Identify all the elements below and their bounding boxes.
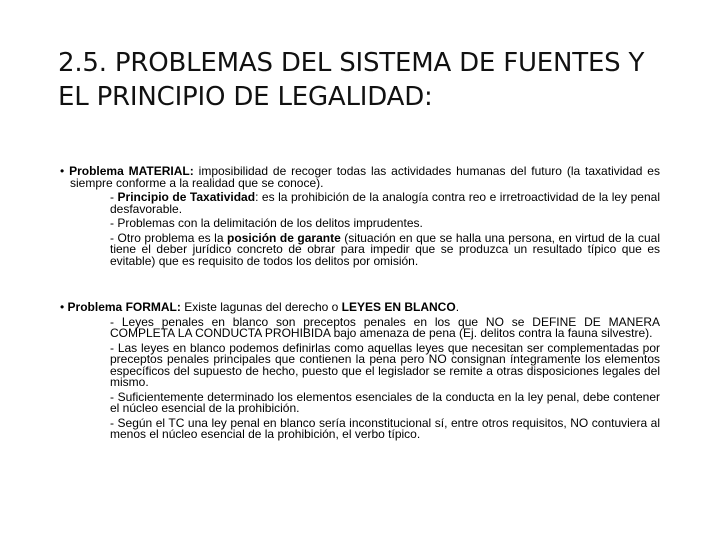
slide-title	[58, 46, 678, 114]
material-problem-label: Problema MATERIAL:	[69, 164, 194, 178]
garante-prefix: - Otro problema es la	[110, 230, 228, 245]
taxatividad-term: Principio de Taxatividad	[117, 190, 256, 204]
taxatividad-prefix: -	[110, 190, 118, 204]
formal-problem-section	[60, 302, 660, 441]
taxatividad-text: : es la prohibición de la analogía contra reo e irretroactividad de la ley penal desfavorable.	[110, 190, 660, 216]
material-problem-text: imposibilidad de recoger todas las actividades humanas del futuro (la taxatividad es siempre conforme a la realidad que se conoce).	[70, 164, 660, 190]
imprudentes-item: - Problemas con la delimitación de los delitos imprudentes.	[110, 216, 423, 230]
bullet-icon: •	[60, 300, 65, 314]
formal-problem-end: .	[455, 300, 460, 314]
material-problem-section	[60, 166, 660, 267]
bullet-icon: •	[60, 164, 65, 178]
tc-item: - Según el TC una ley penal en blanco sería inconstitucional sí, entre otros requisitos, NO contuviera al menos el núcleo esencial de la prohibición, el verbo típico.	[110, 415, 660, 441]
formal-problem-label: Problema FORMAL:	[67, 300, 181, 314]
garante-text: (situación en que se halla una persona, en virtud de la cual tiene el deber jurídico concreto de obrar para impedir que se produzca un resultado típico que es evitable) que es requisito de todos los delitos por omisión.	[110, 230, 661, 268]
material-problem-paragraph	[60, 166, 660, 189]
taxatividad-item	[110, 192, 660, 215]
title-line-2: EL PRINCIPIO DE LEGALIDAD:	[58, 82, 433, 112]
leyes-blanco-definition-item: - Las leyes en blanco podemos definirlas como aquellas leyes que necesitan ser complementadas por preceptos penales principales que contienen la pena pero NO consignan íntegramente los elementos específicos del supuesto de hecho, puesto que el legislador se remite a otras disposiciones legales del mismo.	[110, 340, 660, 389]
garante-item	[110, 230, 661, 268]
garante-term: posición de garante	[227, 230, 341, 245]
leyes-en-blanco-term: LEYES EN BLANCO	[341, 300, 456, 314]
formal-problem-text: Existe lagunas del derecho o	[180, 300, 342, 314]
elementos-esenciales-item: - Suficientemente determinado los elementos esenciales de la conducta en la ley penal, debe contener el núcleo esencial de la prohibición.	[110, 389, 660, 415]
title-line-1: 2.5. PROBLEMAS DEL SISTEMA DE FUENTES Y	[58, 48, 645, 78]
formal-problem-paragraph	[60, 302, 660, 314]
leyes-penales-item: - Leyes penales en blanco son preceptos penales en los que NO se DEFINE DE MANERA COMPLETA LA CONDUCTA PROHIBIDA bajo amenaza de pena (Ej. delitos contra la fauna silvestre).	[110, 314, 660, 340]
